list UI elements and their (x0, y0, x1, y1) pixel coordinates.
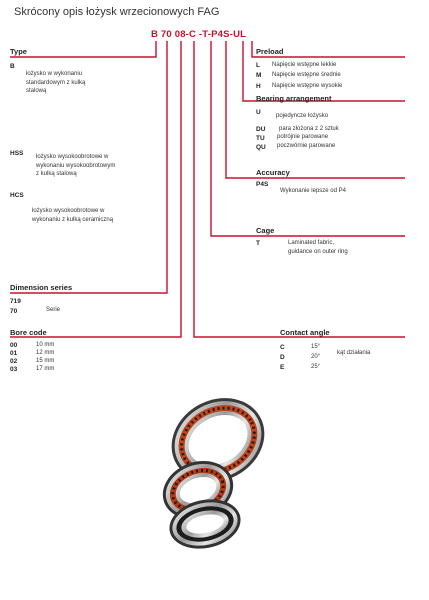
cage-desc: Laminated fabric, guidance on outer ring (288, 240, 348, 255)
type-desc-hss: łożysko wysokoobrotowe w wykonaniu wysokoobrotowym z kulką stalową (36, 154, 116, 178)
type-code-hss: HSS (10, 150, 24, 157)
arrangement-desc: para złożona z 2 sztuk (279, 126, 339, 132)
designation-code: B 70 08-C -T-P4S-UL (151, 29, 247, 40)
dimension-header: Dimension series (10, 283, 73, 292)
preload-header: Preload (256, 47, 284, 56)
arrangement-desc: poczwórnie parowane (277, 143, 336, 149)
preload-desc: Napięcie wstępne lekkie (272, 62, 337, 68)
arrangement-code: U (256, 109, 261, 116)
arrangement-desc: pojedyncze łożysko (276, 113, 329, 119)
bearings-illustration (160, 392, 285, 567)
arrangement-desc: potrójnie parowane (277, 134, 329, 140)
contact-angle-label: kąt działania (337, 350, 371, 356)
bore-code: 03 (10, 366, 18, 373)
type-desc-b: łożysko w wykonaniu standardowym z kulką stalową (26, 71, 86, 95)
bore-value: 15 mm (36, 358, 55, 364)
bore-value: 10 mm (36, 342, 55, 348)
dimension-code-70: 70 (10, 308, 18, 315)
contact-code: C (280, 344, 285, 351)
bore-header: Bore code (10, 328, 47, 337)
type-header: Type (10, 47, 27, 56)
arrangement-code: DU (256, 126, 266, 133)
type-connector (10, 41, 156, 57)
contact-value: 25° (311, 364, 321, 370)
bore-value: 17 mm (36, 366, 55, 372)
contact-value: 20° (311, 354, 321, 360)
preload-code: L (256, 62, 260, 69)
bore-code: 02 (10, 358, 18, 365)
accuracy-code: P4S (256, 181, 269, 188)
arrangement-code: TU (256, 135, 265, 142)
bore-value: 12 mm (36, 350, 55, 356)
arrangement-header: Bearing arrangement (256, 94, 332, 103)
preload-desc: Napięcie wstępne średnie (272, 72, 341, 78)
page-title: Skrócony opis łożysk wrzecionowych FAG (14, 6, 220, 18)
type-code-b: B (10, 63, 15, 70)
preload-code: H (256, 83, 261, 90)
accuracy-header: Accuracy (256, 168, 290, 177)
contact-angle-header: Contact angle (280, 328, 330, 337)
bore-code: 01 (10, 350, 18, 357)
contact-code: D (280, 354, 285, 361)
contact-value: 15° (311, 344, 321, 350)
cage-code: T (256, 240, 260, 247)
cage-header: Cage (256, 226, 275, 235)
arrangement-code: QU (256, 144, 266, 151)
preload-code: M (256, 72, 262, 79)
dimension-code-719: 719 (10, 298, 21, 305)
contact-code: E (280, 364, 285, 371)
dimension-label: Serie (46, 307, 61, 313)
preload-desc: Napięcie wstępne wysokie (272, 83, 343, 89)
type-desc-hcs: łożysko wysokoobrotowe w wykonaniu z kulką ceramiczną (32, 208, 114, 223)
type-code-hcs: HCS (10, 192, 24, 199)
accuracy-desc: Wykonanie lepsze od P4 (280, 188, 346, 194)
bore-code: 00 (10, 342, 18, 349)
